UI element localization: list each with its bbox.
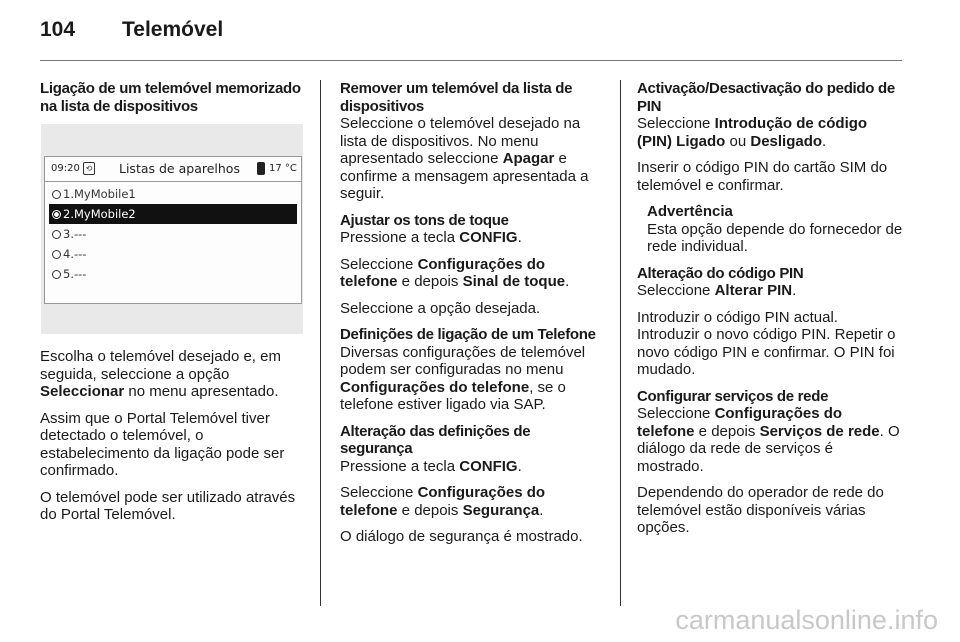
radio-icon: [52, 270, 61, 279]
paragraph: Seleccione Configurações do telefone e depois Segurança.: [340, 484, 546, 519]
section-heading: Remover um telemóvel da lista de dispositivos: [340, 80, 573, 115]
column-1: [40, 80, 302, 115]
section-heading: Alteração do código PIN: [637, 264, 804, 282]
device-list-item[interactable]: 5.---: [49, 264, 297, 284]
page-title: Telemóvel: [122, 18, 224, 41]
paragraph: Seleccione o telemóvel desejado na lista de dispositivos. No menu apresentado seleccione Apagar e confirme a mensagem apresentada a seguir.: [340, 115, 589, 202]
screen-time: 09:20: [51, 163, 80, 174]
thermometer-icon: [257, 162, 265, 175]
section-heading: Ligação de um telemóvel memorizado na lista de dispositivos: [40, 80, 301, 115]
paragraph: Pressione a tecla CONFIG.: [340, 229, 522, 246]
column-1-body: [40, 348, 302, 533]
section-heading: Ajustar os tons de toque: [340, 211, 509, 229]
radio-icon: [52, 250, 61, 259]
watermark: carmanualsonline.info: [675, 605, 938, 635]
column-divider: [620, 80, 621, 606]
column-2: [340, 80, 606, 555]
paragraph: Inserir o código PIN do cartão SIM do telemóvel e confirmar.: [637, 159, 888, 194]
paragraph: O telemóvel pode ser utilizado através do Portal Telemóvel.: [40, 488, 296, 523]
note: Advertência Esta opção depende do fornecedor de rede individual.: [647, 203, 903, 255]
paragraph: O diálogo de segurança é mostrado.: [340, 528, 583, 545]
device-list-item[interactable]: 4.---: [49, 244, 297, 264]
column-3: [637, 80, 903, 546]
device-list: [49, 184, 297, 284]
screen-temperature: 17 °C: [269, 163, 297, 174]
device-list-screen: [44, 156, 302, 304]
screen-title: Listas de aparelhos: [119, 161, 240, 176]
device-list-item-selected[interactable]: 2.MyMobile2: [49, 204, 297, 224]
section-heading: Configurar serviços de rede: [637, 387, 829, 405]
section-heading: Definições de ligação de um Telefone: [340, 326, 596, 343]
paragraph: Pressione a tecla CONFIG.: [340, 457, 522, 475]
page-number: 104: [40, 18, 76, 41]
radio-icon: [52, 190, 61, 199]
paragraph: Diversas configurações de telemóvel podem ser configuradas no menu Configurações do telefone, se o telefone estiver ligado via SAP.: [340, 343, 586, 413]
paragraph: Seleccione Configurações do telefone e depois Serviços de rede. O diálogo da rede de serviços é mostrado.: [637, 405, 900, 475]
paragraph: Seleccione a opção desejada.: [340, 299, 541, 317]
radio-selected-icon: [52, 210, 61, 219]
section-heading: Activação/Desactivação do pedido de PIN: [637, 80, 895, 115]
paragraph: Seleccione Configurações do telefone e depois Sinal de toque.: [340, 255, 570, 290]
header-rule: [40, 60, 902, 61]
paragraph: Assim que o Portal Telemóvel tiver detectado o telemóvel, o estabelecimento da ligação pode ser confirmado.: [40, 409, 285, 479]
radio-icon: [52, 230, 61, 239]
section-heading: Alteração das definições de segurança: [340, 422, 531, 457]
device-list-item[interactable]: 1.MyMobile1: [49, 184, 297, 204]
paragraph: Dependendo do operador de rede do telemóvel estão disponíveis várias opções.: [637, 484, 884, 536]
paragraph: Escolha o telemóvel desejado e, em seguida, seleccione a opção Seleccionar no menu apresentado.: [40, 348, 281, 400]
device-list-item[interactable]: 3.---: [49, 224, 297, 244]
phone-icon: ⟲: [83, 162, 95, 175]
screen-status-bar: [45, 157, 301, 182]
paragraph: Introduzir o código PIN actual. Introduzir o novo código PIN. Repetir o novo código PIN e confirmar. O PIN foi mudado.: [637, 308, 896, 378]
column-divider: [320, 80, 321, 606]
paragraph: Seleccione Alterar PIN.: [637, 282, 797, 299]
paragraph: Seleccione Introdução de código (PIN) Ligado ou Desligado.: [637, 115, 868, 150]
